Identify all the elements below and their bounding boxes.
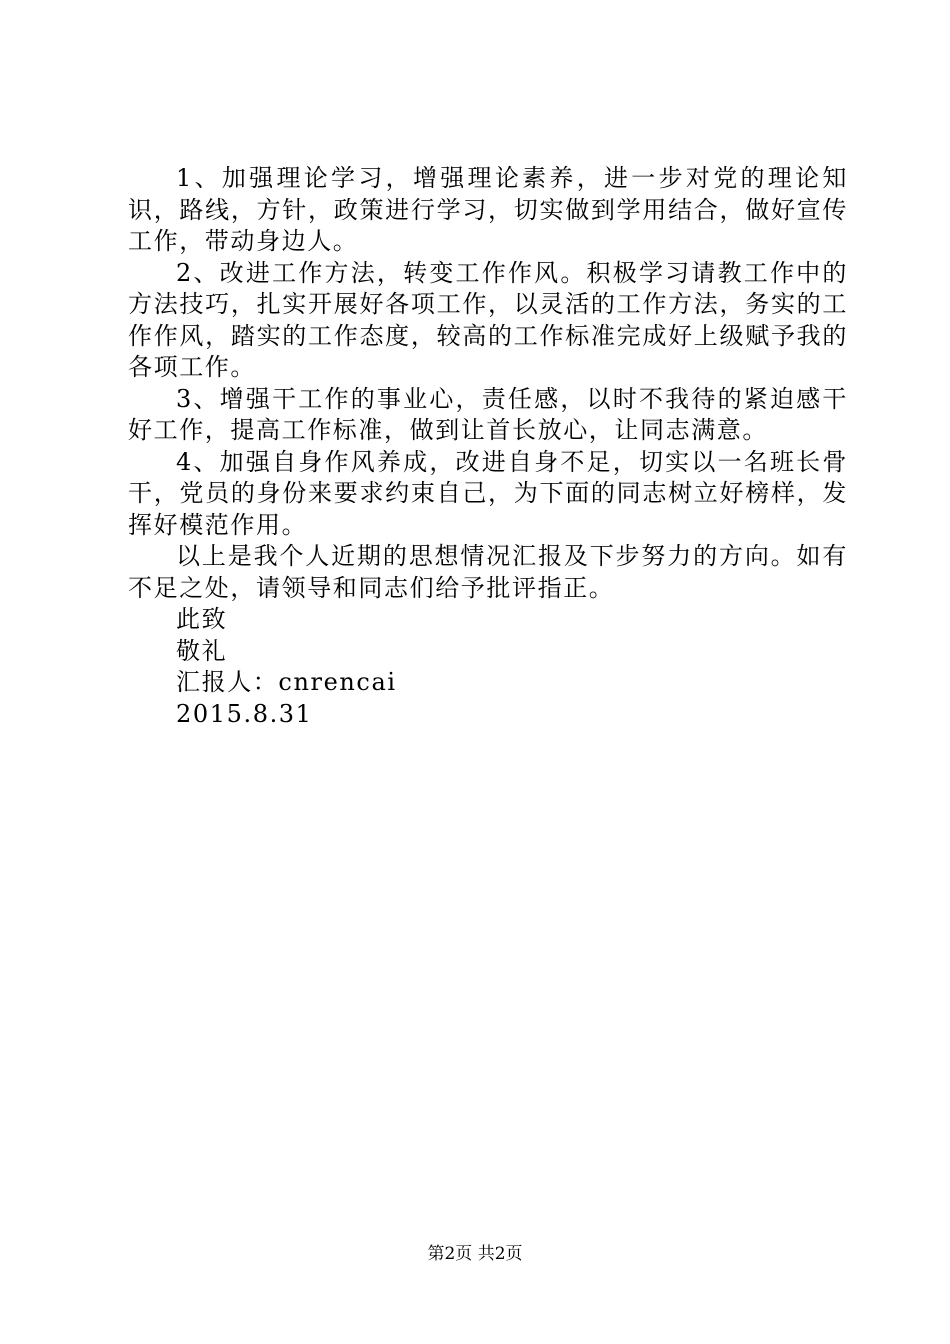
paragraph-4: 4、加强自身作风养成，改进自身不足，切实以一名班长骨干，党员的身份来要求约束自己，为下面的同志树立好榜样，发挥好模范作用。 <box>128 447 848 539</box>
report-date: 2015.8.31 <box>176 699 313 728</box>
reporter-line: 汇报人：cnrencai <box>176 668 397 696</box>
paragraph-conclusion: 以上是我个人近期的思想情况汇报及下步努力的方向。如有不足之处，请领导和同志们给予批评指正。 <box>128 542 848 602</box>
page-number: 第2页 共2页 <box>427 1244 523 1264</box>
salutation-jingli: 敬礼 <box>176 636 228 665</box>
document-body <box>128 163 848 730</box>
paragraph-1: 1、加强理论学习，增强理论素养，进一步对党的理论知识，路线，方针，政策进行学习，切实做到学用结合，做好宣传工作，带动身边人。 <box>128 164 848 255</box>
paragraph-3: 3、增强干工作的事业心，责任感，以时不我待的紧迫感干好工作，提高工作标准，做到让首长放心，让同志满意。 <box>128 384 848 444</box>
salutation-cizhi: 此致 <box>176 605 228 633</box>
paragraph-2: 2、改进工作方法，转变工作作风。积极学习请教工作中的方法技巧，扎实开展好各项工作，以灵活的工作方法，务实的工作作风，踏实的工作态度，较高的工作标准完成好上级赋予我的各项工作。 <box>128 258 848 381</box>
page-footer <box>0 1244 950 1264</box>
